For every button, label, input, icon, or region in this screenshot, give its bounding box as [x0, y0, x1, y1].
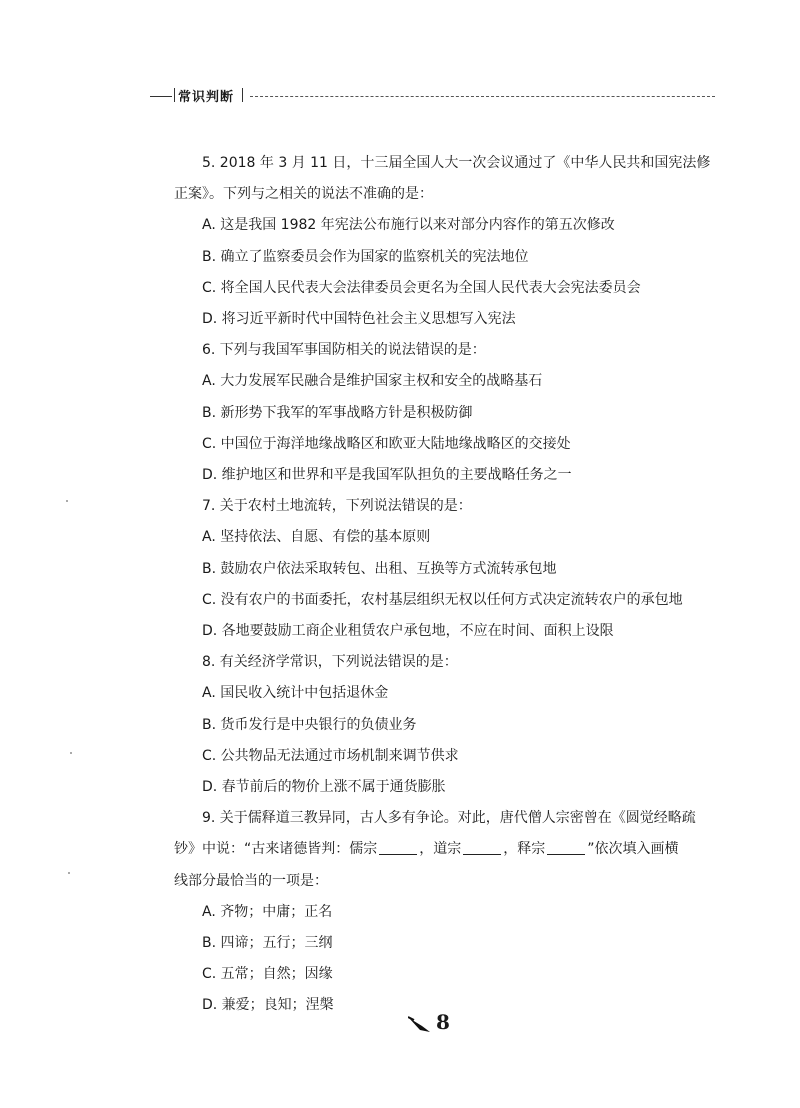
option-c: C. 没有农户的书面委托，农村基层组织无权以任何方式决定流转农户的承包地: [202, 591, 683, 608]
question-stem: 8. 有关经济学常识，下列说法错误的是：: [202, 654, 458, 671]
question-9: [174, 803, 730, 1021]
question-stem: 正案》。下列与之相关的说法不准确的是：: [174, 186, 433, 203]
option-b: B. 货币发行是中央银行的负债业务: [202, 716, 417, 733]
option-a: A. 这是我国 1982 年宪法公布施行以来对部分内容作的第五次修改: [202, 217, 615, 234]
question-7: [174, 491, 730, 647]
question-stem: 9. 关于儒释道三教异同，古人多有争论。对此，唐代僧人宗密曾在《圆觉经略疏: [202, 810, 696, 827]
header-rule-left: [150, 96, 172, 97]
option-d: D. 春节前后的物价上涨不属于通货膨胀: [202, 779, 446, 796]
fill-blank: [547, 840, 585, 855]
page-header: [150, 86, 715, 105]
question-list: [174, 148, 730, 1022]
option-d: D. 兼爱；良知；涅槃: [202, 997, 334, 1014]
option-c: C. 五常；自然；因缘: [202, 966, 333, 983]
option-b: B. 确立了监察委员会作为国家的监察机关的宪法地位: [202, 248, 529, 265]
question-stem-with-blanks: 钞》中说：“古来诸德皆判：儒宗 ，道宗 ，释宗 ”依次填入画横: [174, 841, 679, 858]
header-divider: [174, 88, 175, 102]
option-b: B. 四谛；五行；三纲: [202, 935, 333, 952]
question-stem: 线部分最恰当的一项是：: [174, 872, 328, 889]
option-a: A. 坚持依法、自愿、有偿的基本原则: [202, 529, 431, 546]
option-c: C. 公共物品无法通过市场机制来调节供求: [202, 747, 459, 764]
fill-blank: [463, 840, 501, 855]
scan-speck: [70, 752, 72, 754]
question-stem: 7. 关于农村土地流转，下列说法错误的是：: [202, 498, 472, 515]
header-divider: [242, 88, 243, 102]
option-a: A. 国民收入统计中包括退休金: [202, 685, 389, 702]
option-b: B. 鼓励农户依法采取转包、出租、互换等方式流转承包地: [202, 560, 557, 577]
header-rule-right: [250, 96, 715, 97]
option-b: B. 新形势下我军的军事战略方针是积极防御: [202, 404, 473, 421]
question-6: [174, 335, 730, 491]
option-d: D. 维护地区和世界和平是我国军队担负的主要战略任务之一: [202, 467, 572, 484]
page-number: 8: [436, 1010, 450, 1034]
section-title: 常识判断: [178, 90, 235, 105]
option-a: A. 大力发展军民融合是维护国家主权和安全的战略基石: [202, 373, 543, 390]
option-a: A. 齐物；中庸；正名: [202, 903, 333, 920]
question-5: [174, 148, 730, 335]
scan-speck: [68, 872, 70, 874]
option-c: C. 将全国人民代表大会法律委员会更名为全国人民代表大会宪法委员会: [202, 279, 641, 296]
question-8: [174, 647, 730, 803]
scan-speck: [66, 500, 68, 502]
option-d: D. 各地要鼓励工商企业租赁农户承包地，不应在时间、面积上设限: [202, 623, 614, 640]
quill-icon: [408, 1014, 432, 1034]
option-c: C. 中国位于海洋地缘战略区和欧亚大陆地缘战略区的交接处: [202, 435, 571, 452]
question-stem: 5. 2018 年 3 月 11 日，十三届全国人大一次会议通过了《中华人民共和国宪法修: [202, 155, 711, 171]
question-stem: 6. 下列与我国军事国防相关的说法错误的是：: [202, 342, 486, 359]
option-d: D. 将习近平新时代中国特色社会主义思想写入宪法: [202, 311, 516, 328]
fill-blank: [379, 840, 417, 855]
